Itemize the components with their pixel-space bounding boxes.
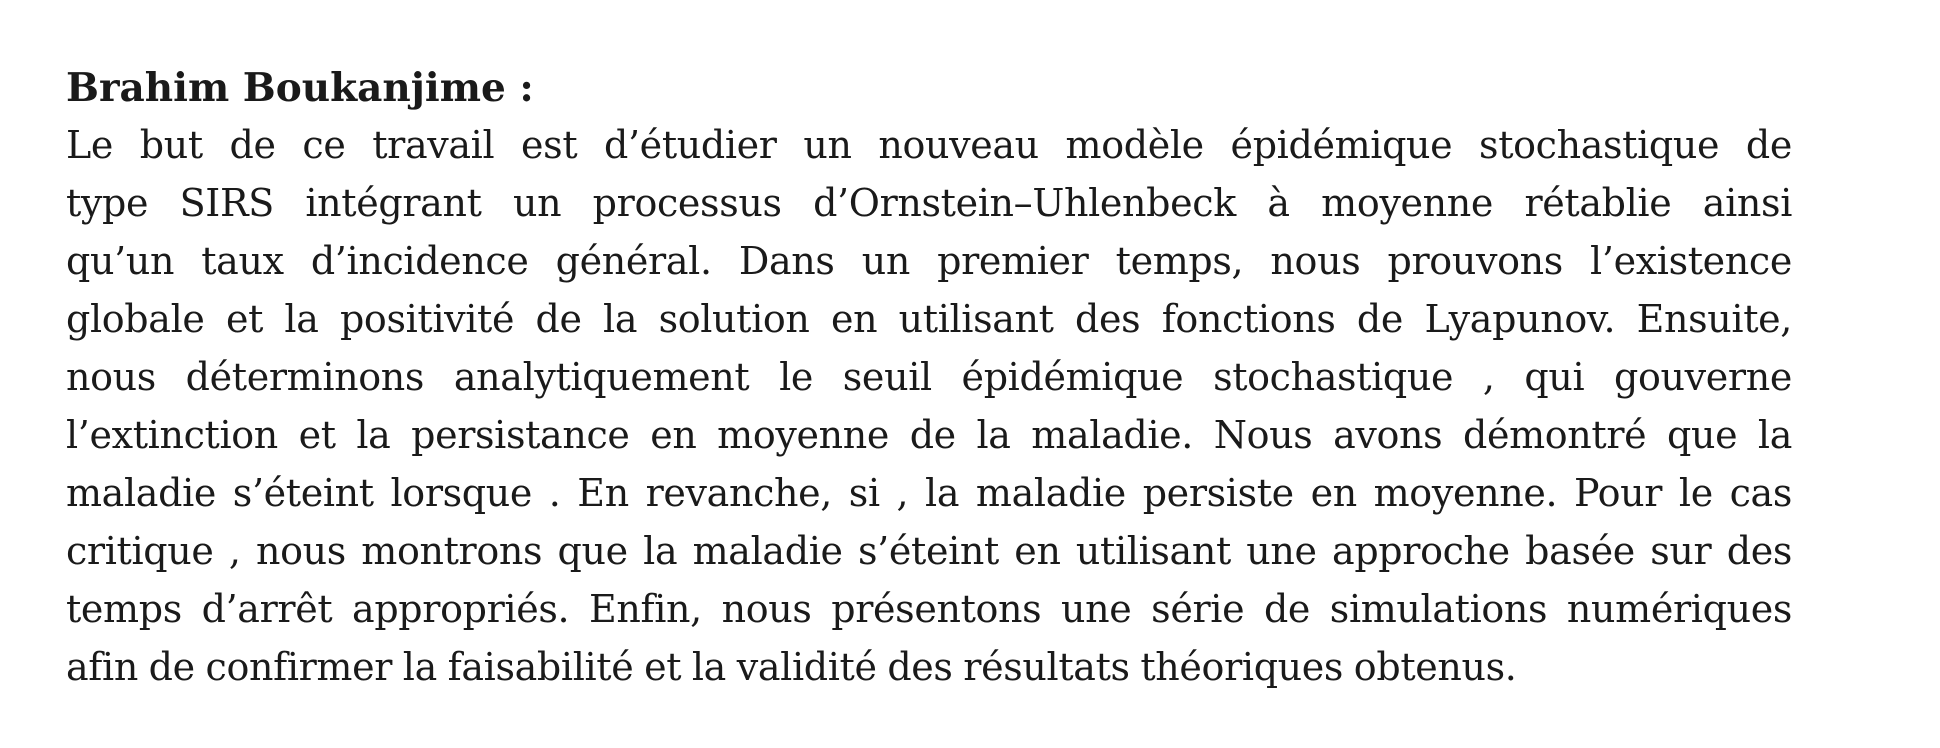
paragraph-line: globale et la positivité de la solution en utilisant des fonctions de Lyapunov. Ensuite,	[66, 297, 1792, 341]
paragraph-line: Le but de ce travail est d’étudier un nouveau modèle épidémique stochastique de	[66, 123, 1792, 167]
abstract-paragraph	[66, 116, 1792, 696]
paragraph-line: maladie s’éteint lorsque . En revanche, si , la maladie persiste en moyenne. Pour le cas	[66, 471, 1792, 515]
paragraph-line: qu’un taux d’incidence général. Dans un premier temps, nous prouvons l’existence	[66, 239, 1792, 283]
author-heading: Brahim Boukanjime :	[66, 65, 534, 111]
paragraph-line: critique , nous montrons que la maladie s’éteint en utilisant une approche basée sur des	[66, 529, 1792, 573]
paragraph-line: temps d’arrêt appropriés. Enfin, nous présentons une série de simulations numériques	[66, 587, 1792, 631]
paragraph-line: afin de confirmer la faisabilité et la validité des résultats théoriques obtenus.	[66, 645, 1517, 689]
paragraph-line: nous déterminons analytiquement le seuil épidémique stochastique , qui gouverne	[66, 355, 1792, 399]
paragraph-line: l’extinction et la persistance en moyenne de la maladie. Nous avons démontré que la	[66, 413, 1792, 457]
abstract-block	[66, 60, 1792, 696]
paragraph-line: type SIRS intégrant un processus d’Ornstein–Uhlenbeck à moyenne rétablie ainsi	[66, 181, 1792, 225]
